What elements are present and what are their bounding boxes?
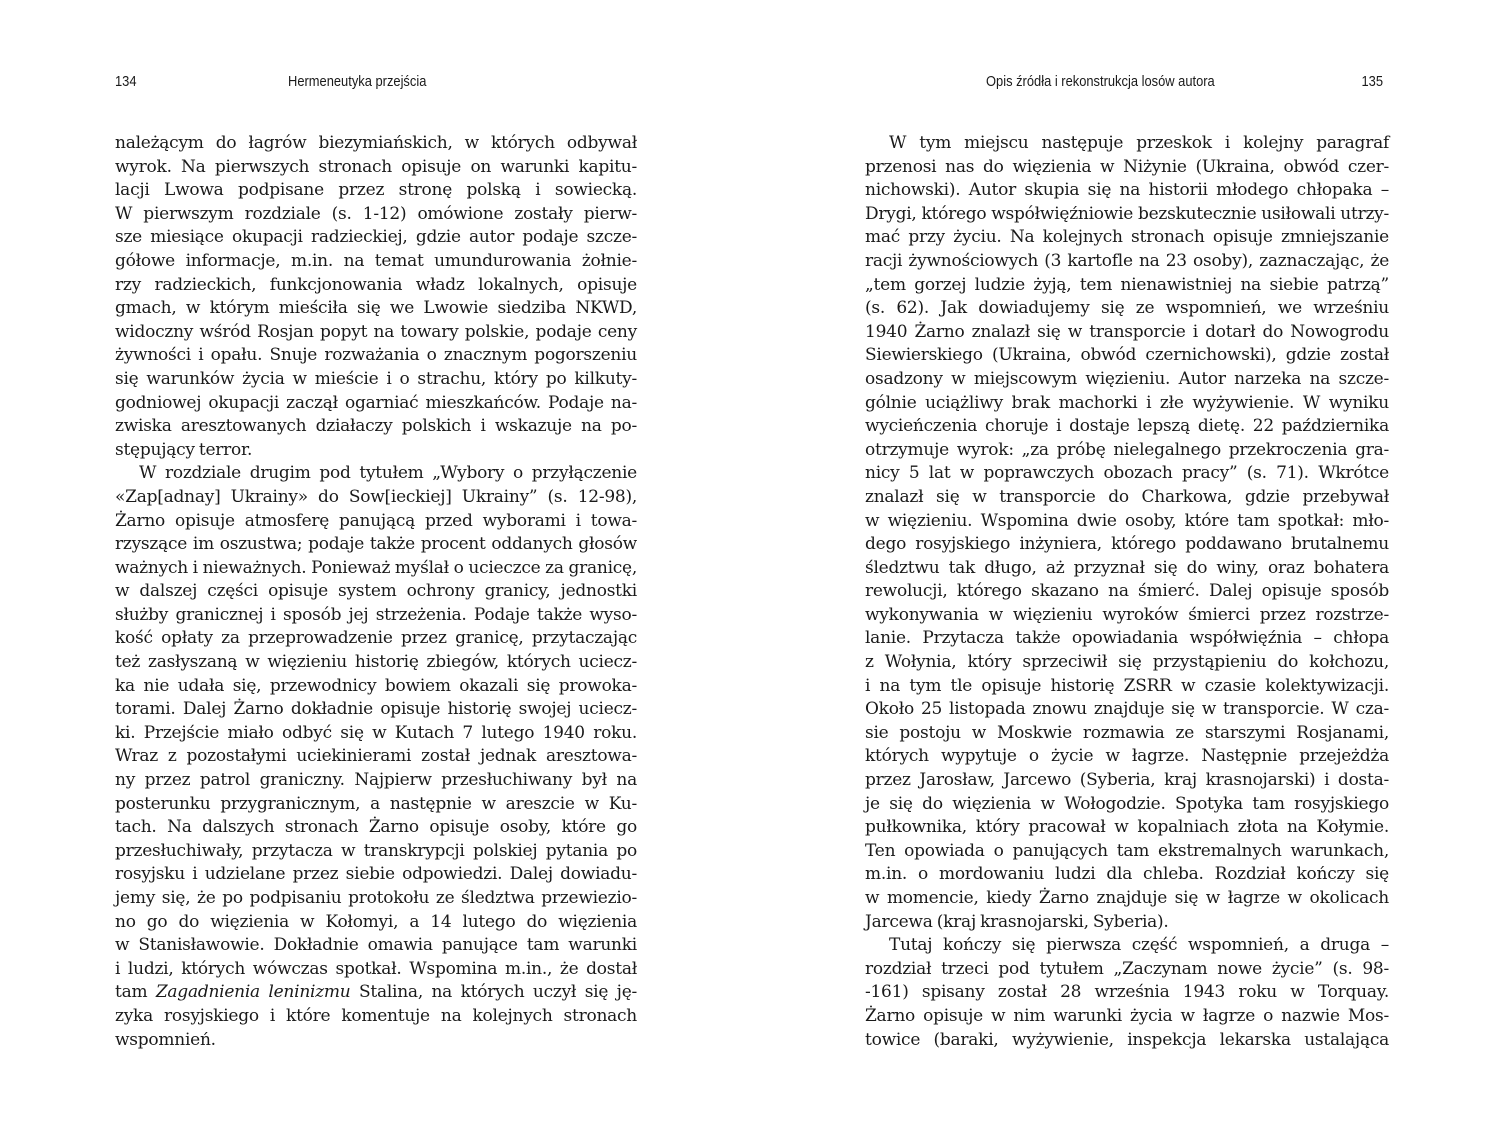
right-page xyxy=(750,0,1500,1140)
text-line: rzyszące im oszustwa; podaje także procent oddanych głosów xyxy=(115,534,637,555)
text-segment: Stalina, na których uczył się ję- xyxy=(350,982,638,1003)
text-line: Żarno opisuje atmosferę panującą przed wyborami i towa- xyxy=(115,510,637,531)
running-title: Hermeneutyka przejścia xyxy=(288,73,427,90)
text-line: no go do więzienia w Kołomyi, a 14 lutego do więzienia xyxy=(115,911,637,932)
text-line: Ten opowiada o panujących tam ekstremalnych warunkach, xyxy=(865,840,1389,861)
text-line: Jarcewa (kraj krasnojarski, Syberia). xyxy=(865,911,1169,932)
text-line: stępujący terror. xyxy=(115,439,253,460)
text-line: W tym miejscu następuje przeskok i kolejny paragraf xyxy=(889,133,1389,153)
text-line: przesłuchiwały, przytacza w transkrypcji polskiej pytania po xyxy=(115,840,637,861)
text-line: otrzymuje wyrok: „za próbę nielegalnego przekroczenia gra- xyxy=(865,439,1389,460)
text-line: kość opłaty za przeprowadzenie przez granicę, przytaczając xyxy=(115,628,637,649)
text-line: należącym do łagrów biezymiańskich, w których odbywał xyxy=(115,133,637,153)
page-number: 134 xyxy=(115,73,137,90)
body-text xyxy=(865,132,1389,1052)
text-line: i ludzi, których wówczas spotkał. Wspomina m.in., że dostał xyxy=(115,958,637,979)
text-line: osadzony w miejscowym więzieniu. Autor narzeka na szcze- xyxy=(865,368,1389,389)
text-line: zwiska aresztowanych działaczy polskich i wskazuje na po- xyxy=(115,416,637,437)
text-line: rzy radzieckich, funkcjonowania władz lokalnych, opisuje xyxy=(115,274,637,295)
text-line: Wraz z pozostałymi uciekinierami został jednak aresztowa- xyxy=(115,746,637,767)
text-line: sze miesiące okupacji radzieckiej, gdzie autor podaje szcze- xyxy=(115,227,637,248)
text-line: nichowski). Autor skupia się na historii młodego chłopaka – xyxy=(865,180,1389,201)
text-line: m.in. o mordowaniu ludzi dla chleba. Rozdział kończy się xyxy=(865,864,1389,885)
text-line: wspomnień. xyxy=(115,1029,216,1050)
text-line: ny przez patrol graniczny. Najpierw przesłuchiwany był na xyxy=(115,770,637,791)
text-line: towice (baraki, wyżywienie, inspekcja lekarska ustalająca xyxy=(865,1029,1389,1050)
text-line: W rozdziale drugim pod tytułem „Wybory o przyłączenie xyxy=(139,463,637,484)
book-title: Zagadnienia leninizmu xyxy=(155,982,351,1003)
text-line: tach. Na dalszych stronach Żarno opisuje osoby, które go xyxy=(115,817,637,838)
text-line: w dalszej części opisuje system ochrony granicy, jednostki xyxy=(115,581,637,602)
text-line: gółowe informacje, m.in. na temat umundurowania żołnie- xyxy=(115,250,637,271)
text-line: dego rosyjskiego inżyniera, którego poddawano brutalnemu xyxy=(865,534,1389,555)
text-line: gólnie uciążliwy brak machorki i złe wyżywienie. W wyniku xyxy=(865,392,1389,413)
text-line: znalazł się w transporcie do Charkowa, gdzie przebywał xyxy=(865,486,1389,507)
text-line: posterunku przygranicznym, a następnie w areszcie w Ku- xyxy=(115,793,637,814)
text-line: Żarno opisuje w nim warunki życia w łagrze o nazwie Mos- xyxy=(865,1005,1389,1026)
text-line: w Stanisławowie. Dokładnie omawia panujące tam warunki xyxy=(115,935,637,956)
text-line: ważnych i nieważnych. Ponieważ myślał o ucieczce za granicę, xyxy=(115,557,637,578)
text-line: ki. Przejście miało odbyć się w Kutach 7 lutego 1940 roku. xyxy=(115,722,637,743)
text-line: i na tym tle opisuje historię ZSRR w czasie kolektywizacji. xyxy=(865,675,1389,696)
text-line: «Zap[adnay] Ukrainy» do Sow[ieckiej] Ukrainy” (s. 12-98), xyxy=(115,486,637,507)
text-line: ka nie udała się, przewodnicy bowiem okazali się prowoka- xyxy=(115,675,637,696)
text-line: mać przy życiu. Na kolejnych stronach opisuje zmniejszanie xyxy=(865,227,1389,248)
text-line: „tem gorzej ludzie żyją, tem nienawistniej na siebie patrzą” xyxy=(865,274,1389,295)
text-line: lanie. Przytacza także opowiadania współwięźnia – chłopa xyxy=(865,628,1389,649)
text-line: służby granicznej i sposób jej strzeżenia. Podaje także wyso- xyxy=(115,604,637,625)
text-line: godniowej okupacji zaczął ogarniać mieszkańców. Podaje na- xyxy=(115,392,637,413)
text-line: torami. Dalej Żarno dokładnie opisuje historię swojej uciecz- xyxy=(115,699,637,720)
text-line: (s. 62). Jak dowiadujemy się ze wspomnień, we wrześniu xyxy=(865,298,1389,319)
text-line: których wypytuje o życie w łagrze. Następnie przejeżdża xyxy=(865,746,1389,767)
text-line: też zasłyszaną w więzieniu historię zbiegów, których uciecz- xyxy=(115,652,637,673)
text-line: 1940 Żarno znalazł się w transporcie i dotarł do Nowogrodu xyxy=(865,321,1389,342)
text-line: Siewierskiego (Ukraina, obwód czernichowski), gdzie został xyxy=(865,345,1389,366)
text-line: rewolucji, którego skazano na śmierć. Dalej opisuje sposób xyxy=(865,581,1389,602)
text-line: -161) spisany został 28 września 1943 roku w Torquay. xyxy=(865,982,1389,1003)
text-line: Drygi, którego współwięźniowie bezskutecznie usiłowali utrzy- xyxy=(865,203,1389,224)
text-line: się warunków życia w mieście i o strachu, który po kilkuty- xyxy=(115,368,637,389)
text-line: przez Jarosław, Jarcewo (Syberia, kraj krasnojarski) i dosta- xyxy=(865,770,1389,791)
text-line xyxy=(115,981,637,1005)
text-line: śledztwu tak długo, aż przyznał się do winy, oraz bohatera xyxy=(865,557,1389,578)
text-line: rozdział trzeci pod tytułem „Zaczynam nowe życie” (s. 98- xyxy=(865,958,1389,979)
text-line: rosyjsku i udzielane przez siebie odpowiedzi. Dalej dowiadu- xyxy=(115,864,637,885)
text-line: w więzieniu. Wspomina dwie osoby, które tam spotkał: mło- xyxy=(865,510,1389,531)
running-title: Opis źródła i rekonstrukcja losów autora xyxy=(986,73,1215,90)
text-line: W pierwszym rozdziale (s. 1-12) omówione zostały pierw- xyxy=(115,203,637,224)
text-line: wycieńczenia choruje i dostaje lepszą dietę. 22 października xyxy=(865,416,1389,437)
text-line: nicy 5 lat w poprawczych obozach pracy” (s. 71). Wkrótce xyxy=(865,463,1389,484)
text-line: racji żywnościowych (3 kartofle na 23 osoby), zaznaczając, że xyxy=(865,250,1389,271)
text-line: je się do więzienia w Wołogodzie. Spotyka tam rosyjskiego xyxy=(865,793,1389,814)
text-line: pułkownika, który pracował w kopalniach złota na Kołymie. xyxy=(865,817,1389,838)
text-line: lacji Lwowa podpisane przez stronę polską i sowiecką. xyxy=(115,180,637,201)
text-line: z Wołynia, który sprzeciwił się przystąpieniu do kołchozu, xyxy=(865,652,1389,673)
text-line: sie postoju w Moskwie rozmawia ze starszymi Rosjanami, xyxy=(865,722,1389,743)
page-number: 135 xyxy=(1361,73,1383,90)
text-line: zyka rosyjskiego i które komentuje na kolejnych stronach xyxy=(115,1005,637,1026)
text-line: w momencie, kiedy Żarno znajduje się w łagrze w okolicach xyxy=(865,888,1389,908)
text-segment: tam xyxy=(115,982,156,1003)
text-line: jemy się, że po podpisaniu protokołu ze śledztwa przewiezio- xyxy=(115,888,637,908)
body-text xyxy=(115,132,637,1052)
text-line: widoczny wśród Rosjan popyt na towary polskie, podaje ceny xyxy=(115,321,637,342)
text-line: żywności i opału. Snuje rozważania o znacznym pogorszeniu xyxy=(115,345,637,366)
text-line: Około 25 listopada znowu znajduje się w transporcie. W cza- xyxy=(865,699,1389,720)
text-line: przenosi nas do więzienia w Niżynie (Ukraina, obwód czer- xyxy=(865,156,1389,177)
text-line: wyrok. Na pierwszych stronach opisuje on warunki kapitu- xyxy=(115,156,637,177)
text-line: gmach, w którym mieściła się we Lwowie siedziba NKWD, xyxy=(115,298,637,319)
text-line: wykonywania w więzieniu wyroków śmierci przez rozstrze- xyxy=(865,604,1389,625)
text-line: Tutaj kończy się pierwsza część wspomnień, a druga – xyxy=(889,935,1389,956)
